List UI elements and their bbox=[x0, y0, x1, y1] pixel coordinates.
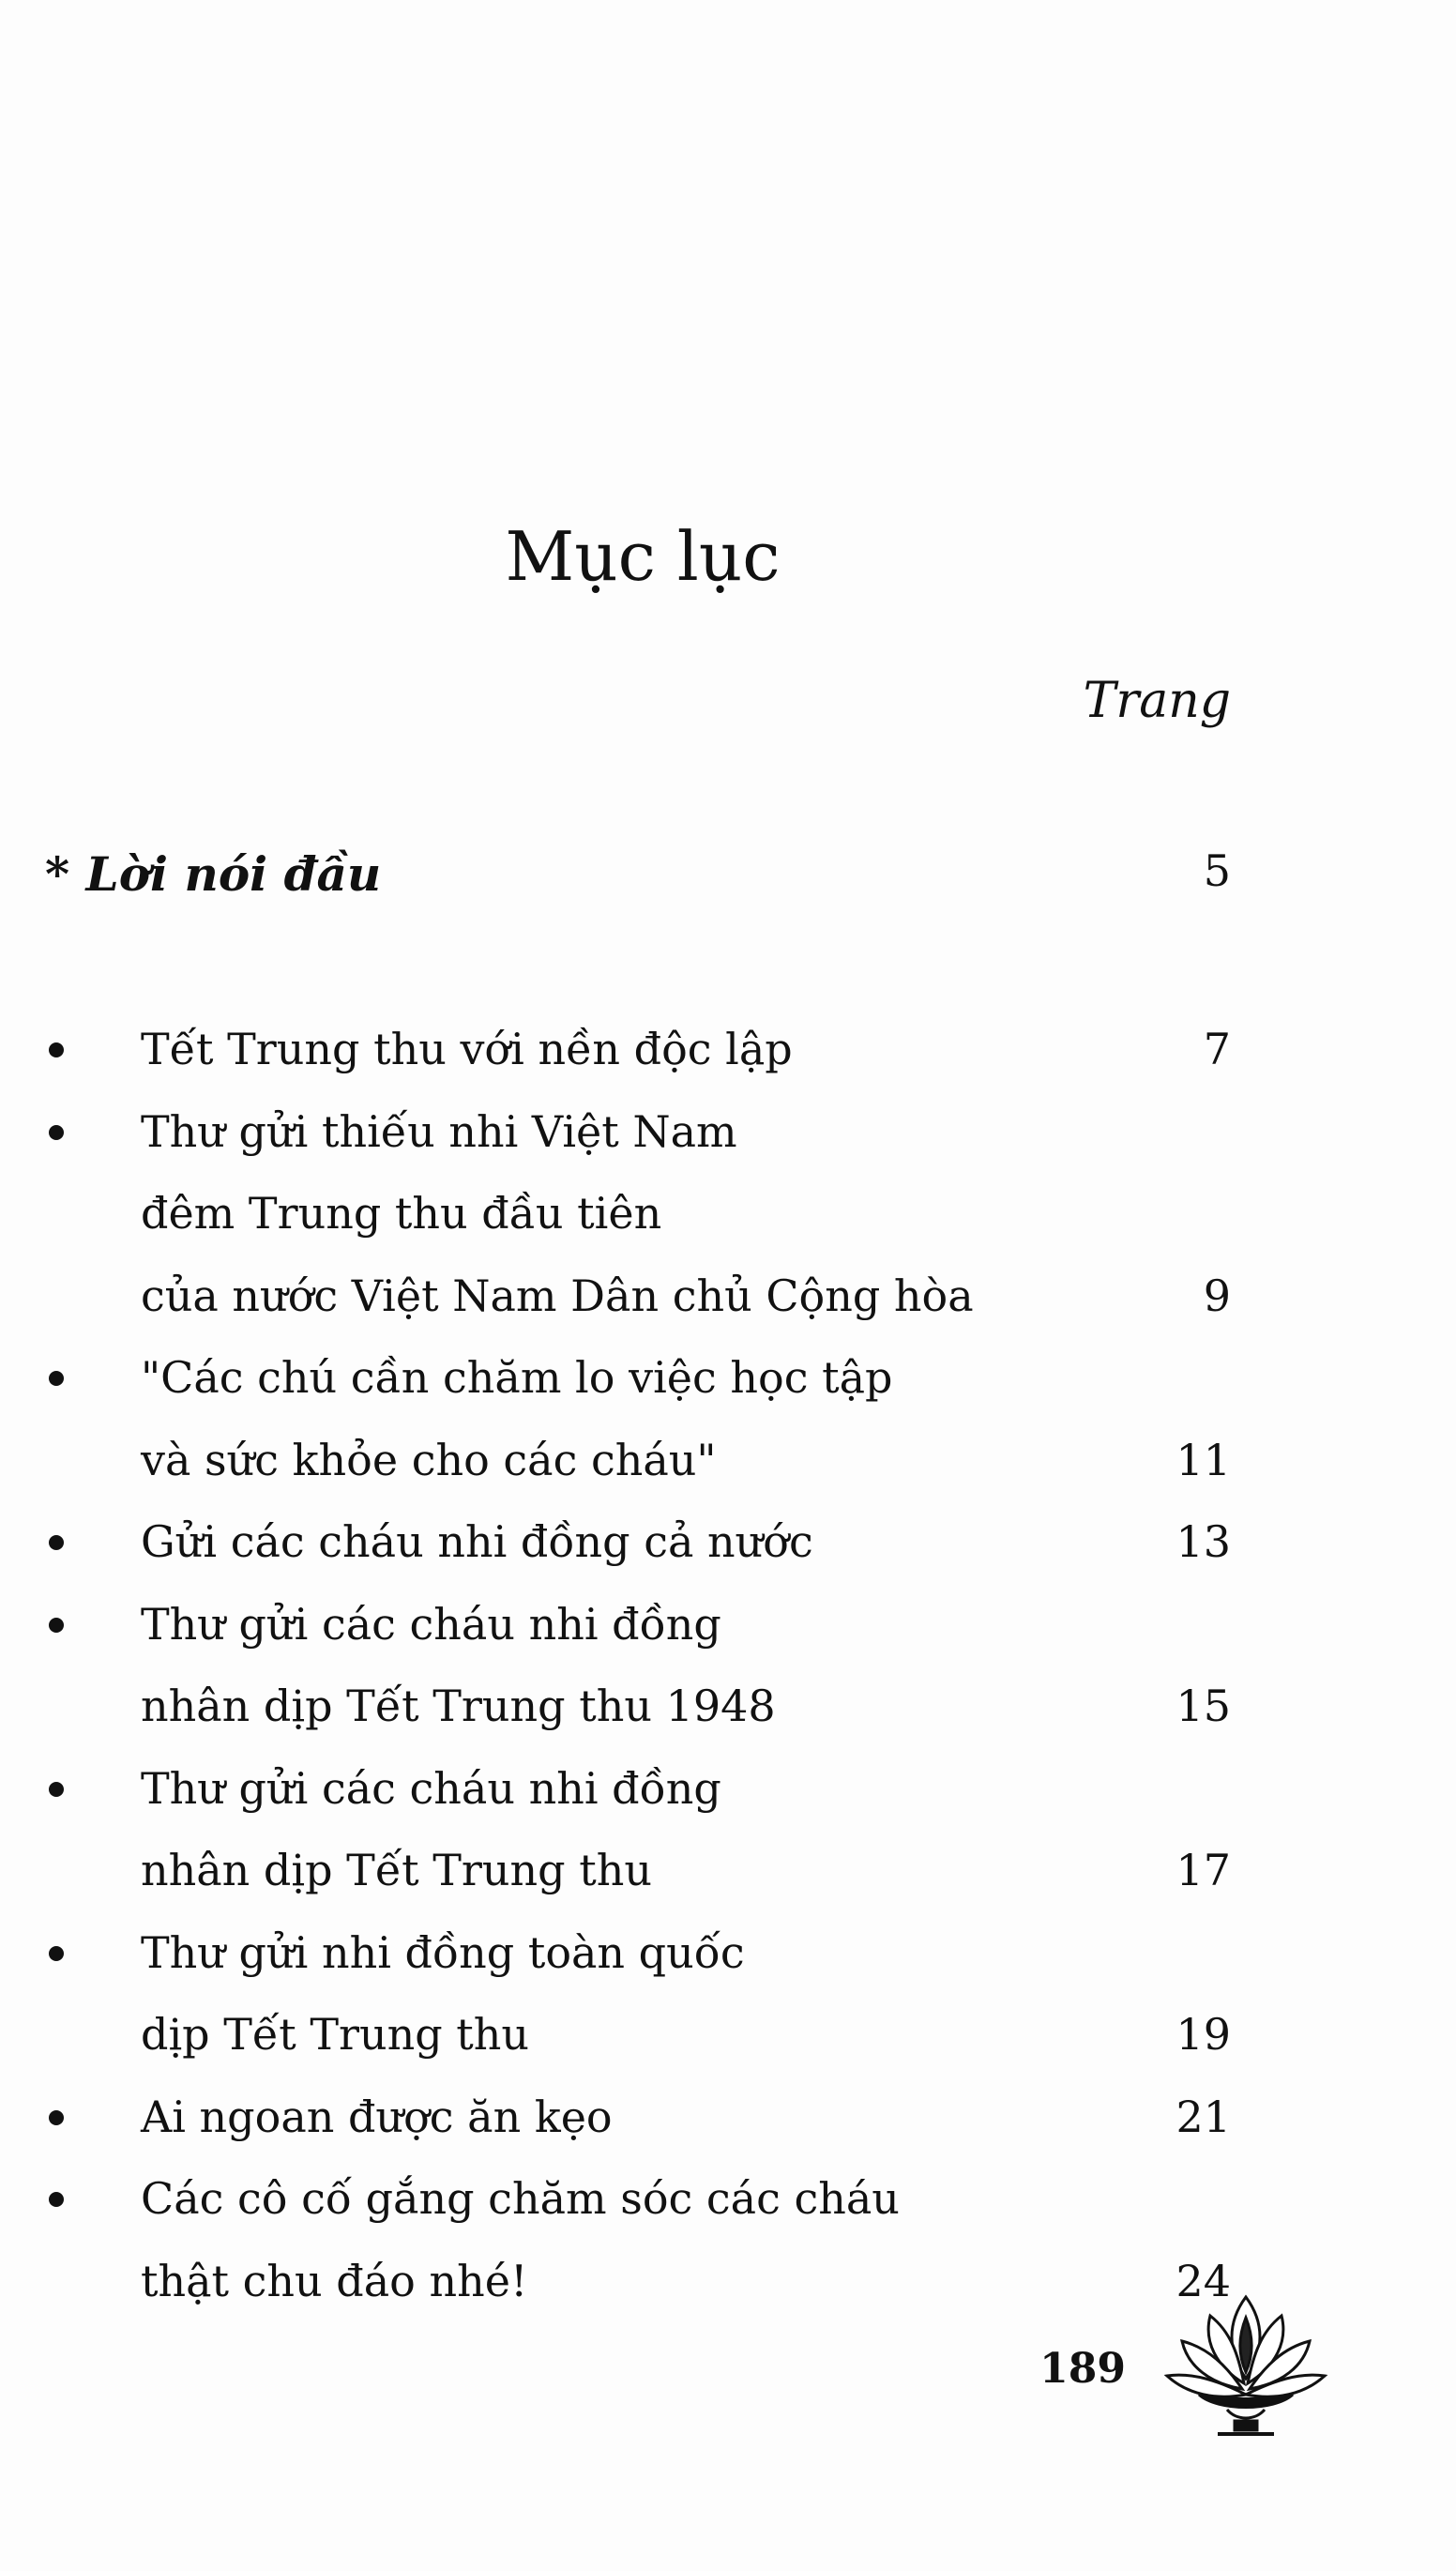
page-column-label: Trang bbox=[1083, 673, 1231, 729]
folio-page-number: 189 bbox=[1039, 2345, 1126, 2393]
toc-entry bbox=[0, 1501, 1456, 1584]
toc-entry-page: 24 bbox=[1175, 2255, 1231, 2306]
toc-entry-title-line: Thư gửi các cháu nhi đồng bbox=[141, 1598, 721, 1650]
toc-entry-page: 19 bbox=[1175, 2009, 1231, 2060]
toc-entry-title-line: của nước Việt Nam Dân chủ Cộng hòa bbox=[141, 1270, 974, 1321]
toc-entry-title-line: Tết Trung thu với nền độc lập bbox=[141, 1024, 793, 1074]
toc-entry bbox=[0, 1009, 1456, 1091]
toc-entry-title-line: Gửi các cháu nhi đồng cả nước bbox=[141, 1516, 813, 1567]
toc-entry bbox=[0, 1584, 1456, 1748]
toc-entry-page: 11 bbox=[1175, 1434, 1231, 1485]
toc-entry bbox=[0, 1091, 1456, 1338]
toc-entry-title-line: Thư gửi nhi đồng toàn quốc bbox=[141, 1926, 745, 1978]
preface-entry-title: * Lời nói đầu bbox=[45, 846, 382, 902]
toc-entry-title-line: và sức khỏe cho các cháu" bbox=[141, 1434, 717, 1485]
toc-list bbox=[0, 1009, 1456, 2322]
toc-entry bbox=[0, 1337, 1456, 1501]
toc-entry-title-line: nhân dịp Tết Trung thu 1948 bbox=[141, 1681, 776, 1731]
preface-entry-page: 5 bbox=[1203, 845, 1231, 896]
toc-entry-title-line: nhân dịp Tết Trung thu bbox=[141, 1845, 652, 1895]
toc-entry-title-line: Thư gửi thiếu nhi Việt Nam bbox=[141, 1105, 737, 1157]
toc-entry-title-line: Ai ngoan được ăn kẹo bbox=[141, 2091, 613, 2142]
toc-entry-page: 13 bbox=[1175, 1516, 1231, 1567]
toc-entry-page: 21 bbox=[1175, 2091, 1231, 2142]
toc-entry-title-line: Các cô cố gắng chăm sóc các cháu bbox=[141, 2173, 900, 2224]
toc-entry-title-line: dịp Tết Trung thu bbox=[141, 2009, 530, 2060]
toc-entry-title-line: thật chu đáo nhé! bbox=[141, 2255, 528, 2306]
page-title: Mục lục bbox=[505, 517, 781, 597]
toc-entry-page: 7 bbox=[1203, 1024, 1231, 1074]
toc-entry bbox=[0, 1912, 1456, 2077]
toc-entry bbox=[0, 2077, 1456, 2159]
toc-entry-title-line: đêm Trung thu đầu tiên bbox=[141, 1188, 662, 1239]
toc-entry-page: 17 bbox=[1175, 1845, 1231, 1895]
lotus-icon bbox=[1161, 2290, 1330, 2449]
toc-entry-title-line: "Các chú cần chăm lo việc học tập bbox=[141, 1352, 893, 1403]
toc-entry-page: 9 bbox=[1203, 1270, 1231, 1321]
toc-entry bbox=[0, 1748, 1456, 1912]
toc-entry-title-line: Thư gửi các cháu nhi đồng bbox=[141, 1762, 721, 1814]
toc-entry-page: 15 bbox=[1175, 1681, 1231, 1731]
